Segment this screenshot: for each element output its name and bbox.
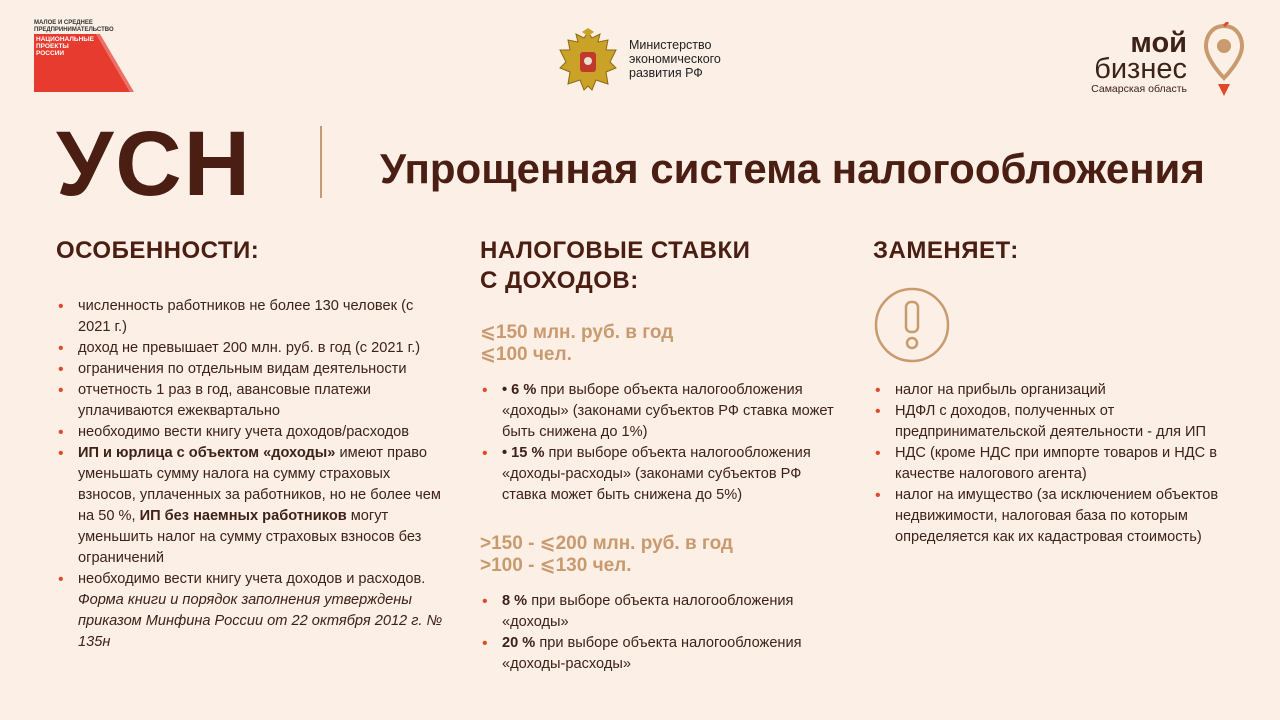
list-item (873, 401, 1243, 443)
rates-group-2-line-2: >100 - ⩽130 чел. (480, 555, 632, 576)
ministry-name (629, 38, 721, 80)
feature-text: доход не превышает 200 млн. руб. в год (с 2021 г.) (78, 340, 421, 356)
feature-text: численность работников не более 130 человек (с 2021 г.) (78, 298, 414, 335)
features-heading: ОСОБЕННОСТИ: (56, 237, 260, 264)
page-title: Упрощенная система налогообложения (380, 145, 1205, 192)
replaces-list (873, 380, 1243, 548)
replaces-heading: ЗАМЕНЯЕТ: (873, 237, 1019, 264)
rates-group-1-heading (480, 322, 673, 366)
moy-biznes-logo (1091, 20, 1264, 100)
rate-text: при выборе объекта налогообложения «доходы-расходы» (законами субъектов РФ ставка может быть снижена до 5%) (502, 445, 811, 503)
replaces-text: НДФЛ с доходов, полученных от предпринимательской деятельности - для ИП (895, 403, 1207, 440)
rates-heading-line-2: С ДОХОДОВ: (480, 267, 639, 294)
rates-heading (480, 236, 750, 296)
location-pin-logo-icon (1202, 22, 1246, 98)
feature-text: могут уменьшить налог на сумму страховых взносов без ограничений (78, 508, 422, 566)
list-item (480, 380, 840, 443)
ministry-line-2: экономического (629, 52, 721, 66)
rates-group-2-heading (480, 533, 733, 577)
list-item (56, 338, 446, 359)
rate-text: при выборе объекта налогообложения «доходы» (502, 593, 794, 630)
moy-biznes-region: Самарская область (1091, 83, 1187, 95)
feature-italic-text: Форма книги и порядок заполнения утверждены приказом Минфина России от 22 октября 2012 г. № 135н (78, 592, 443, 650)
exclamation-icon (873, 286, 951, 364)
list-item (873, 380, 1243, 401)
rate-text: при выборе объекта налогообложения «доходы» (законами субъектов РФ ставка может быть снижена до 1%) (502, 382, 834, 440)
rates-group-2-line-1: >150 - ⩽200 млн. руб. в год (480, 533, 733, 554)
rate-value: • 6 % (502, 382, 537, 398)
feature-text: необходимо вести книгу учета доходов/расходов (78, 424, 410, 440)
list-item (480, 633, 840, 675)
feature-text: имеют право уменьшать сумму налога на сумму страховых взносов, уплаченных за работников, но не более чем на 50 %, (78, 445, 441, 524)
list-item (56, 380, 446, 422)
np-logo-red-text: НАЦИОНАЛЬНЫЕ ПРОЕКТЫ РОССИИ (36, 36, 94, 57)
feature-bold-text: ИП без наемных работников (139, 508, 347, 524)
rates-group-2-list (480, 591, 840, 675)
list-item (56, 443, 446, 569)
list-item (480, 591, 840, 633)
rate-text: при выборе объекта налогообложения «доходы-расходы» (502, 635, 802, 672)
list-item (480, 443, 840, 506)
list-item (873, 485, 1243, 548)
rate-value: 8 % (502, 593, 528, 609)
rate-value: 20 % (502, 635, 536, 651)
feature-text: необходимо вести книгу учета доходов и расходов. (78, 571, 426, 587)
replaces-text: налог на прибыль организаций (895, 382, 1106, 398)
national-projects-logo (34, 20, 134, 92)
replaces-text: налог на имущество (за исключением объектов недвижимости, налоговая база по которым определяется как их кадастровая стоимость) (895, 487, 1219, 545)
ministry-line-1: Министерство (629, 38, 712, 52)
rates-group-1-list (480, 380, 840, 506)
features-list (56, 296, 446, 653)
title-divider (320, 126, 322, 198)
list-item (56, 569, 446, 653)
coat-of-arms-icon (556, 28, 620, 98)
feature-text: ограничения по отдельным видам деятельности (78, 361, 407, 377)
replaces-text: НДС (кроме НДС при импорте товаров и НДС в качестве налогового агента) (895, 445, 1217, 482)
np-logo-top-text: МАЛОЕ И СРЕДНЕЕ ПРЕДПРИНИМАТЕЛЬСТВО (34, 20, 114, 33)
moy-biznes-line-2: бизнес (1094, 53, 1187, 85)
title-abbreviation: УСН (56, 113, 253, 215)
rates-group-1-line-1: ⩽150 млн. руб. в год (480, 322, 674, 343)
ministry-logo (556, 28, 721, 98)
moy-biznes-line-1: мой (1130, 27, 1187, 59)
list-item (56, 296, 446, 338)
rate-value: • 15 % (502, 445, 545, 461)
list-item (56, 359, 446, 380)
ministry-line-3: развития РФ (629, 66, 703, 80)
rates-group-1-line-2: ⩽100 чел. (480, 344, 572, 365)
feature-text: отчетность 1 раз в год, авансовые платежи уплачиваются ежеквартально (78, 382, 371, 419)
rates-heading-line-1: НАЛОГОВЫЕ СТАВКИ (480, 237, 751, 264)
feature-bold-text: ИП и юрлица с объектом «доходы» (78, 445, 336, 461)
list-item (56, 422, 446, 443)
list-item (873, 443, 1243, 485)
